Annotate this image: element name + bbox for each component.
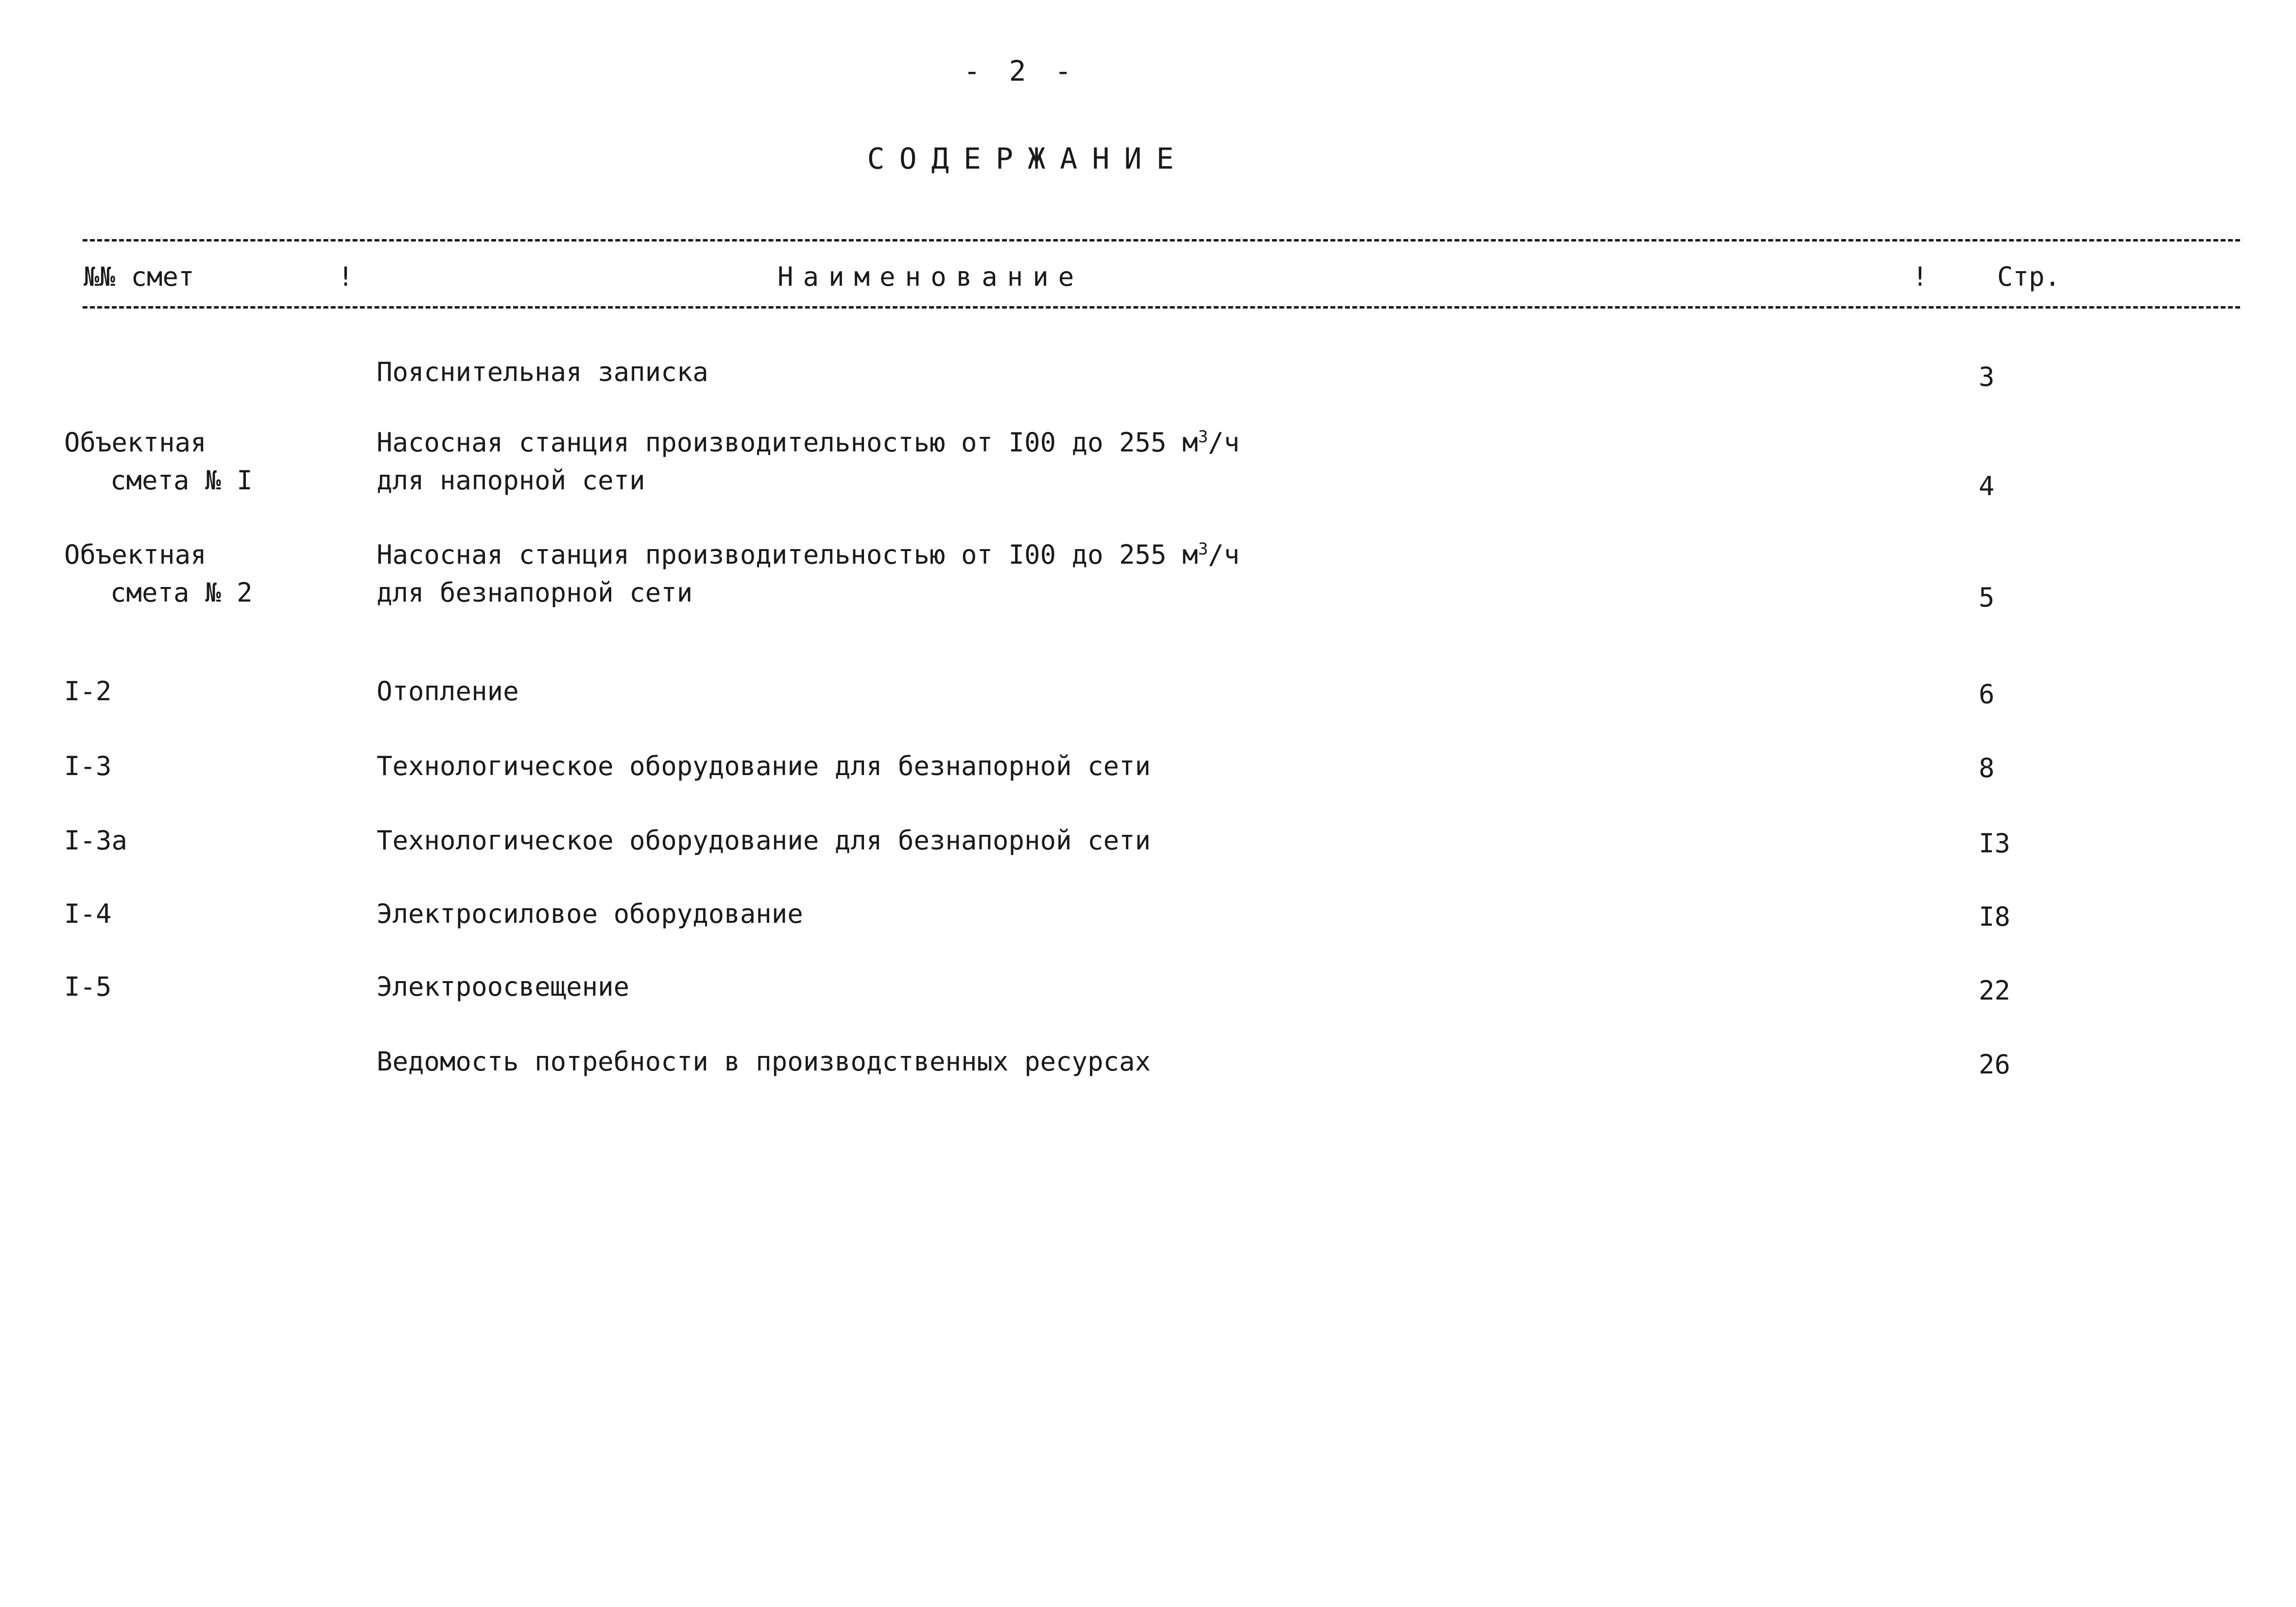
- row-code-line: смета № I: [110, 465, 253, 496]
- row-name: [377, 424, 1240, 500]
- row-page: 4: [1979, 471, 1995, 501]
- header-page: Стр.: [1997, 261, 2061, 292]
- row-name: [377, 353, 708, 391]
- row-code-line: I-3: [64, 751, 112, 781]
- row-name-line: Ведомость потребности в производственных ресурсах: [377, 1046, 1151, 1077]
- row-name-line: для напорной сети: [377, 465, 645, 496]
- row-name: [377, 747, 1151, 785]
- row-name-line: Электросиловое оборудование: [377, 899, 803, 929]
- page-number: - 2 -: [963, 54, 1078, 87]
- row-name-line: Насосная станция производительностью от I00 до 255 $м^3/ч$: [377, 427, 1240, 458]
- row-name: [377, 673, 519, 710]
- row-code-line: Объектная: [64, 539, 207, 570]
- table-top-rule: [83, 239, 2240, 242]
- row-page: 22: [1979, 975, 2011, 1006]
- document-title: СОДЕРЖАНИЕ: [867, 142, 1189, 176]
- row-page: 6: [1979, 679, 1995, 709]
- table-header-rule: [83, 306, 2240, 309]
- row-name-line: Пояснительная записка: [377, 357, 708, 387]
- row-page: 3: [1979, 362, 1995, 392]
- row-code: [64, 536, 253, 612]
- row-code: [64, 673, 112, 710]
- row-code: [64, 424, 253, 500]
- header-estimate-number: №№ смет: [84, 261, 194, 292]
- row-code-line: I-3а: [64, 825, 128, 856]
- row-name: [377, 895, 803, 933]
- header-name: Наименование: [777, 261, 1084, 292]
- row-name-line: Электроосвещение: [377, 971, 630, 1002]
- row-name: [377, 968, 629, 1006]
- row-code-line: I-2: [64, 676, 112, 707]
- header-separator: !: [1912, 261, 1928, 292]
- row-name-line: Технологическое оборудование для безнапорной сети: [377, 751, 1151, 781]
- row-code: [64, 968, 112, 1006]
- row-page: 5: [1979, 582, 1995, 613]
- row-page: I8: [1979, 901, 2011, 932]
- row-code: [64, 747, 112, 785]
- row-code-line: смета № 2: [110, 577, 253, 608]
- row-name-line: Технологическое оборудование для безнапорной сети: [377, 825, 1151, 856]
- row-name: [377, 1043, 1151, 1081]
- row-name: [377, 822, 1151, 860]
- row-code: [64, 822, 127, 860]
- row-name: [377, 536, 1240, 612]
- header-separator: !: [338, 261, 354, 292]
- row-page: 8: [1979, 753, 1995, 783]
- row-name-line: для безнапорной сети: [377, 577, 693, 608]
- row-code-line: I-4: [64, 899, 112, 929]
- row-page: 26: [1979, 1049, 2011, 1080]
- row-page: I3: [1979, 828, 2011, 859]
- row-name-line: Насосная станция производительностью от I00 до 255 $м^3/ч$: [377, 539, 1240, 570]
- row-name-line: Отопление: [377, 676, 519, 707]
- row-code: [64, 895, 112, 933]
- row-code-line: Объектная: [64, 427, 207, 458]
- row-code-line: I-5: [64, 971, 112, 1002]
